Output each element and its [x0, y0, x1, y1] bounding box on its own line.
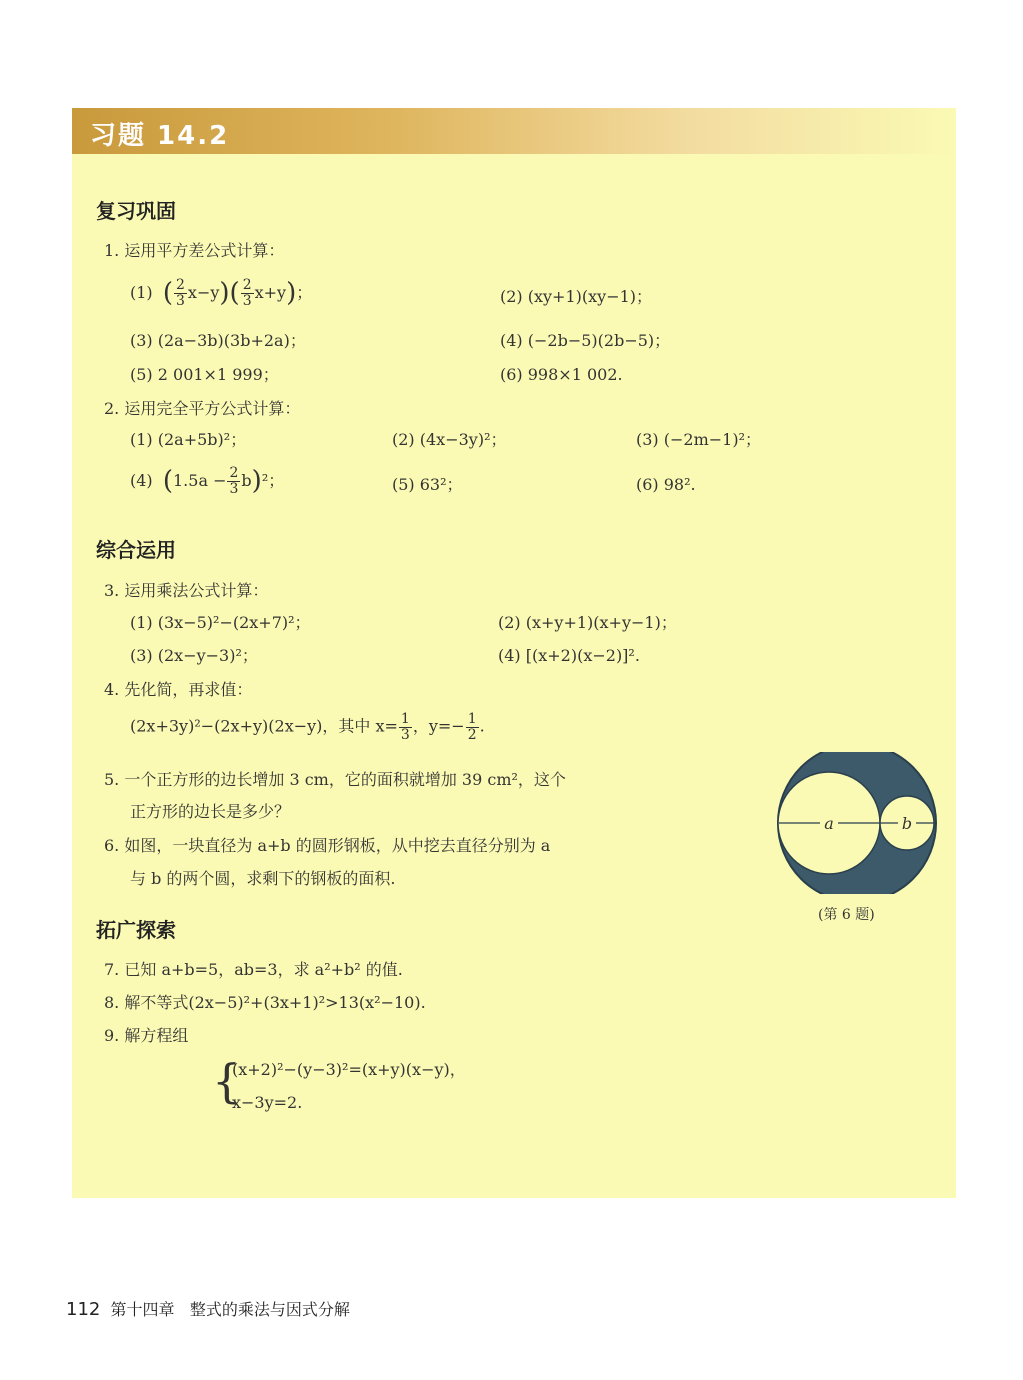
exercise-banner — [72, 108, 956, 154]
q4-expression: (2x+3y)²−(2x+y)(2x−y)，其中 x= $\frac{1}{3}$ ，y=− $\frac{1}{2}$ . — [130, 711, 485, 743]
q2-part5: (5) 63²； — [392, 475, 463, 494]
system-brace: { — [212, 1054, 242, 1108]
q9-stem: 9. 解方程组 — [104, 1026, 189, 1045]
q1-stem: 1. 运用平方差公式计算： — [104, 241, 285, 260]
banner-title: 习题 14.2 — [90, 121, 230, 151]
chapter-title: 整式的乘法与因式分解 — [189, 1300, 350, 1319]
q2-part4: (4) (1.5a − $\frac{2}{3}$ b)²； — [130, 465, 285, 498]
q8: 8. 解不等式(2x−5)²+(3x+1)²>13(x²−10). — [104, 993, 426, 1012]
q6-line2: 与 b 的两个圆，求剩下的钢板的面积. — [130, 869, 396, 888]
figure-caption: (第 6 题) — [818, 907, 875, 923]
q1-part3: (3) (2a−3b)(3b+2a)； — [130, 331, 306, 350]
q2-part1: (1) (2a+5b)²； — [130, 430, 247, 449]
q2-stem: 2. 运用完全平方公式计算： — [104, 399, 301, 418]
section-title-extend: 拓广探索 — [96, 918, 176, 942]
q3-part3: (3) (2x−y−3)²； — [130, 646, 258, 665]
q1-part4: (4) (−2b−5)(2b−5)； — [500, 331, 671, 350]
q5-line1: 5. 一个正方形的边长增加 3 cm，它的面积就增加 39 cm²，这个 — [104, 770, 566, 789]
q3-part4: (4) [(x+2)(x−2)]². — [498, 646, 640, 665]
q9-equation1: (x+2)²−(y−3)²=(x+y)(x−y)， — [232, 1060, 466, 1079]
q3-part1: (1) (3x−5)²−(2x+7)²； — [130, 613, 311, 632]
q4-stem: 4. 先化简，再求值： — [104, 680, 253, 699]
q1-part5: (5) 2 001×1 999； — [130, 365, 279, 384]
section-title-review: 复习巩固 — [96, 199, 176, 223]
circle-figure — [776, 752, 938, 894]
section-title-apply: 综合运用 — [96, 538, 176, 562]
q3-stem: 3. 运用乘法公式计算： — [104, 581, 269, 600]
q2-part2: (2) (4x−3y)²； — [392, 430, 507, 449]
q1-part6: (6) 998×1 002. — [500, 365, 623, 384]
page-number: 112 — [66, 1299, 101, 1320]
q2-part6: (6) 98². — [636, 475, 696, 494]
page-footer — [66, 1297, 350, 1320]
q7: 7. 已知 a+b=5，ab=3，求 a²+b² 的值. — [104, 960, 403, 979]
q6-line1: 6. 如图，一块直径为 a+b 的圆形钢板，从中挖去直径分别为 a — [104, 836, 551, 855]
q5-line2: 正方形的边长是多少？ — [130, 802, 291, 821]
figure-label-a: a — [824, 814, 834, 833]
figure-label-b: b — [901, 814, 913, 833]
q9-equation2: x−3y=2. — [232, 1093, 303, 1112]
q2-part3: (3) (−2m−1)²； — [636, 430, 761, 449]
q3-part2: (2) (x+y+1)(x+y−1)； — [498, 613, 677, 632]
q1-part1: (1) ( $\frac{2}{3}$ x−y)( $\frac{2}{3}$ x+y)； — [130, 277, 313, 310]
chapter-label: 第十四章 — [110, 1300, 175, 1319]
q1-part2: (2) (xy+1)(xy−1)； — [500, 287, 653, 306]
